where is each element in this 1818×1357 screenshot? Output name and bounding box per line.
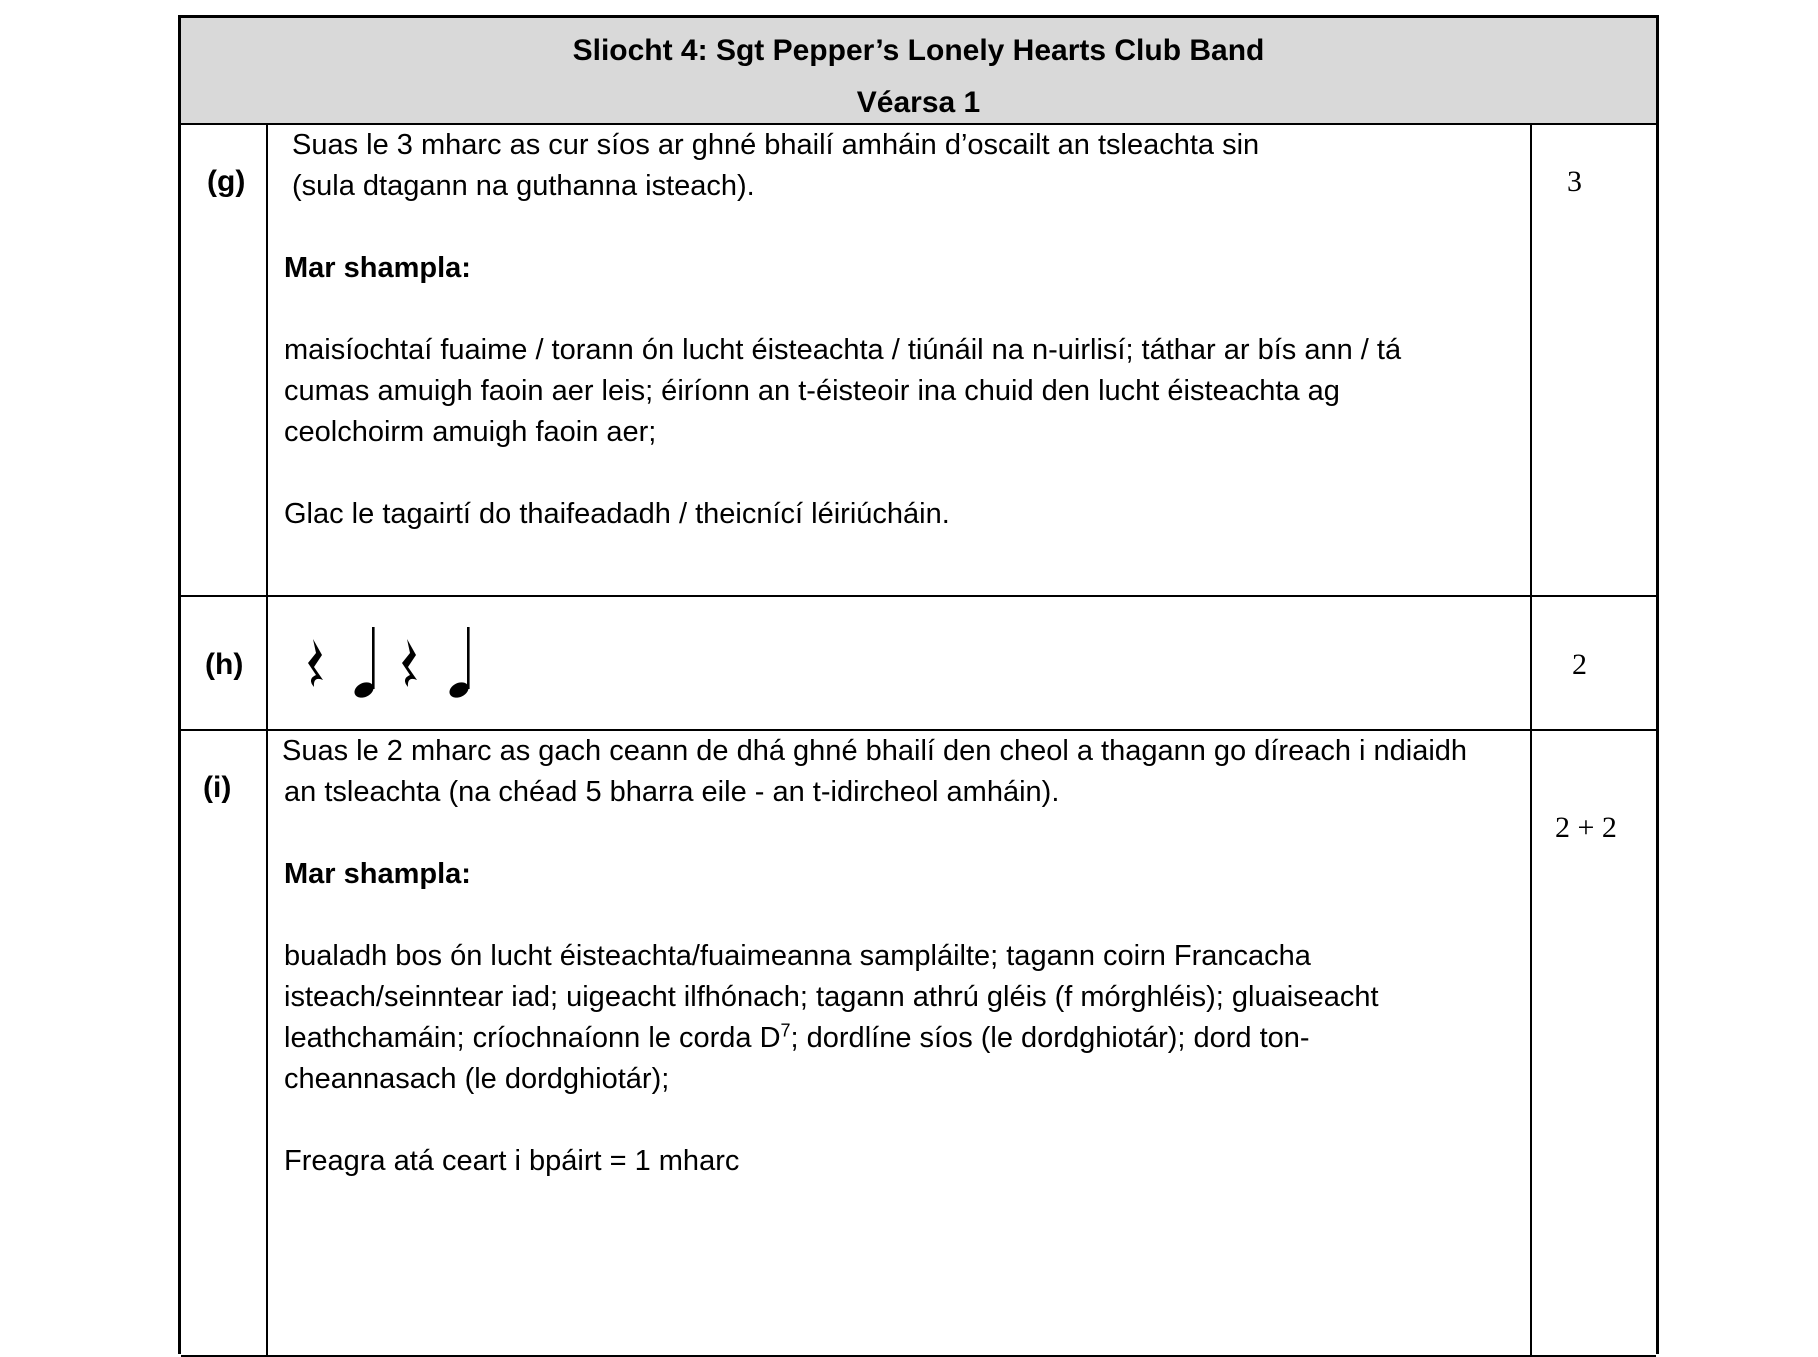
column-divider [266,125,268,595]
column-divider [1530,125,1532,595]
column-divider [1530,731,1532,1355]
note-line: Freagra atá ceart i bpáirt = 1 mharc [284,1145,740,1177]
row-h [181,597,1656,731]
question-label-g: (g) [207,165,246,198]
example-line: bualadh bos ón lucht éisteachta/fuaimeanna sampláilte; tagann coirn Francacha [284,940,1311,972]
example-line: cumas amuigh faoin aer leis; éiríonn an t-éisteoir ina chuid den lucht éisteachta ag [284,375,1340,407]
column-divider [266,731,268,1355]
example-heading: Mar shampla: [284,252,471,284]
column-divider [1530,597,1532,729]
mark-i: 2 + 2 [1555,811,1617,844]
prompt-line: Suas le 2 mharc as gach ceann de dhá ghné bhailí den cheol a thagann go díreach i ndiaidh [282,735,1468,767]
answer-text-g [284,125,1524,535]
marking-scheme-table [178,15,1659,1354]
question-label-h: (h) [205,648,244,681]
example-line: cheannasach (le dordghiotár); [284,1063,670,1095]
rhythm-notation [291,617,511,717]
example-line-part: ; dordlíne síos (le dordghiotár); dord ton- [790,1022,1310,1054]
prompt-line: Suas le 3 mharc as cur síos ar ghné bhailí amháin d’oscailt an tsleachta sin [292,129,1260,161]
row-g [181,125,1656,597]
quarter-rest-icon [308,639,323,687]
column-divider [266,597,268,729]
example-line-part: leathchamáin; críochnaíonn le corda D [284,1022,781,1054]
prompt-line: an tsleachta (na chéad 5 bharra eile - an t-idircheol amháin). [284,776,1060,808]
question-label-i: (i) [203,771,232,804]
example-line: maisíochtaí fuaime / torann ón lucht éisteachta / tiúnáil na n-uirlisí; táthar ar bís ann / tá [284,334,1402,366]
row-i [181,731,1656,1357]
table-header [181,18,1656,125]
prompt-line: (sula dtagann na guthanna isteach). [292,170,755,202]
mark-h: 2 [1572,648,1587,681]
answer-text-i [282,731,1530,1182]
note-line: Glac le tagairtí do thaifeadadh / theicnící léiriúcháin. [284,498,950,530]
quarter-note-icon [352,627,376,701]
example-line: ceolchoirm amuigh faoin aer; [284,416,657,448]
quarter-note-icon [447,627,471,701]
excerpt-title: Sliocht 4: Sgt Pepper’s Lonely Hearts Club Band [572,34,1265,67]
example-line: isteach/seinntear iad; uigeacht ilfhónach; tagann athrú gléis (f mórghléis); gluaiseacht [284,981,1379,1013]
example-line [282,1018,1530,1059]
chord-superscript: 7 [780,1020,791,1041]
mark-g: 3 [1567,165,1582,198]
quarter-rest-icon [402,639,417,687]
example-heading: Mar shampla: [284,858,471,890]
verse-title: Véarsa 1 [856,86,981,119]
